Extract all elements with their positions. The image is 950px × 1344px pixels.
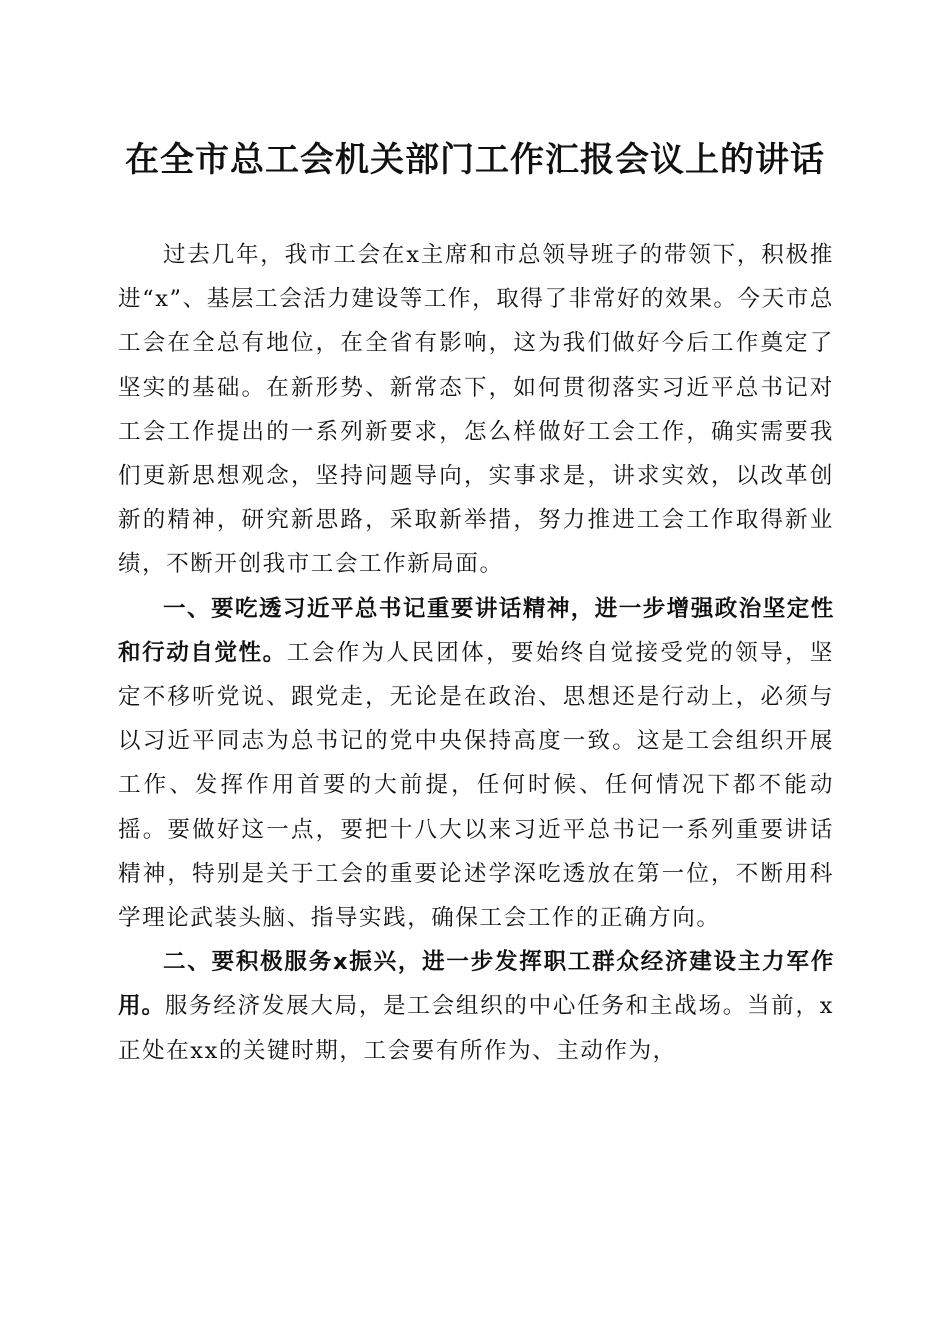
document-title: 在全市总工会机关部门工作汇报会议上的讲话 xyxy=(125,140,825,180)
intro-paragraph xyxy=(118,233,834,587)
section-one-heading: 一、要吃透习近平总书记重要讲话精神，进一步增强政治坚定性和行动自觉性。 xyxy=(118,595,834,666)
paragraph-text: 过去几年，我市工会在x主席和市总领导班子的带领下，积极推进“x”、基层工会活力建设等工作，取得了非常好的效果。今天市总工会在全总有地位，在全省有影响，这为我们做好今后工作奠定了坚实的基础。在新形势、新常态下，如何贯彻落实习近平总书记对工会工作提出的一系列新要求，怎么样做好工会工作，确实需要我们更新思想观念，坚持问题导向，实事求是，讲求实效，以改革创新的精神，研究新思路，采取新举措，努力推进工会工作取得新业绩，不断开创我市工会工作新局面。 xyxy=(118,242,834,578)
paragraph-text: 工会作为人民团体，要始终自觉接受党的领导，坚定不移听党说、跟党走，无论是在政治、思想还是行动上，必须与以习近平同志为总书记的党中央保持高度一致。这是工会组织开展工作、发挥作用首要的大前提，任何时候、任何情况下都不能动摇。要做好这一点，要把十八大以来习近平总书记一系列重要讲话精神，特别是关于工会的重要论述学深吃透放在第一位，不断用科学理论武装头脑、指导实践，确保工会工作的正确方向。 xyxy=(118,639,834,932)
document-body xyxy=(118,233,834,1073)
section-one-paragraph xyxy=(118,587,834,941)
section-two-heading: 二、要积极服务x振兴，进一步发挥职工群众经济建设主力军作用。 xyxy=(118,949,834,1020)
paragraph-text: 服务经济发展大局，是工会组织的中心任务和主战场。当前，x正处在xx的关键时期，工会要有所作为、主动作为， xyxy=(118,993,834,1064)
section-two-paragraph xyxy=(118,940,834,1073)
